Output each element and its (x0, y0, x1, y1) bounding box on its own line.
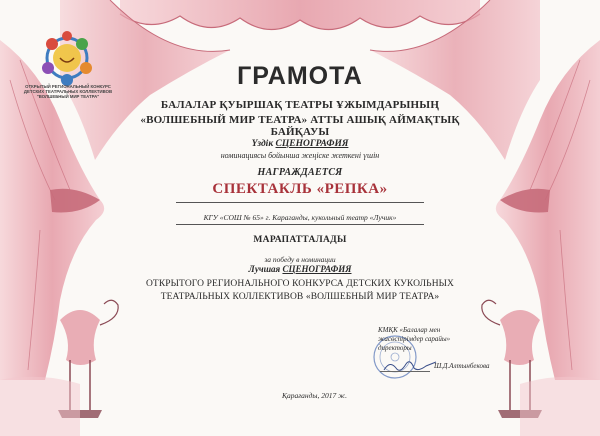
certificate-title: ГРАМОТА (237, 62, 363, 90)
contest-line-1: ОТКРЫТОГО РЕГИОНАЛЬНОГО КОНКУРСА ДЕТСКИХ КУКОЛЬНЫХ (145, 279, 455, 289)
contest-line-2: ТЕАТРАЛЬНЫХ КОЛЛЕКТИВОВ «ВОЛШЕБНЫЙ МИР ТЕАТРА» (160, 292, 440, 302)
signer-name: Ш.Д.Алтынбекова (434, 362, 490, 370)
awarded-heading-kz: МАРАПАТТАЛАДЫ (253, 235, 347, 245)
best-prefix: Лучшая (248, 264, 281, 274)
nomination-line (150, 139, 450, 149)
organization-line-2: жасөспірімдер сарайы» (378, 335, 451, 343)
best-nomination-line (150, 264, 450, 274)
logo-caption-line1: ОТКРЫТЫЙ РЕГИОНАЛЬНЫЙ КОНКУРС (25, 84, 111, 89)
awarded-heading: НАГРАЖДАЕТСЯ (257, 167, 343, 178)
logo-caption-line2: ДЕТСКИХ ТЕАТРАЛЬНЫХ КОЛЛЕКТИВОВ (23, 89, 113, 94)
victory-text: за победу в номинации (264, 255, 336, 264)
signature-icon (380, 356, 440, 376)
header-line-2: «ВОЛШЕБНЫЙ МИР ТЕАТРА» АТТЫ АШЫҚ АЙМАҚТЫҚ БАЙҚАУЫ (140, 114, 460, 138)
logo-caption (18, 84, 118, 99)
nomination-prefix: Үздік (251, 139, 274, 149)
organization-line-3: директоры (378, 344, 412, 352)
recipient-name: СПЕКТАКЛЬ «РЕПКА» (212, 181, 388, 197)
organization-line-1: КМҚК «Балалар мен (378, 326, 441, 334)
recipient-school: КГУ «СОШ № 65» г. Караганды, кукольный театр «Лучик» (203, 213, 397, 222)
divider-line (176, 224, 424, 225)
city-year: Қарағанды, 2017 ж. (282, 391, 347, 400)
header-line-1: БАЛАЛАР ҚУЫРШАҚ ТЕАТРЫ ҰЖЫМДАРЫНЫҢ (160, 99, 440, 111)
nomination-value: СЦЕНОГРАФИЯ (275, 139, 349, 149)
divider-line (176, 202, 424, 203)
nomination-subtitle: номинациясы бойынша жеңіске жеткені үшін (220, 151, 380, 160)
signature-line (380, 371, 430, 372)
logo-caption-line3: "ВОЛШЕБНЫЙ МИР ТЕАТРА" (36, 94, 100, 99)
best-value: СЦЕНОГРАФИЯ (282, 264, 352, 274)
